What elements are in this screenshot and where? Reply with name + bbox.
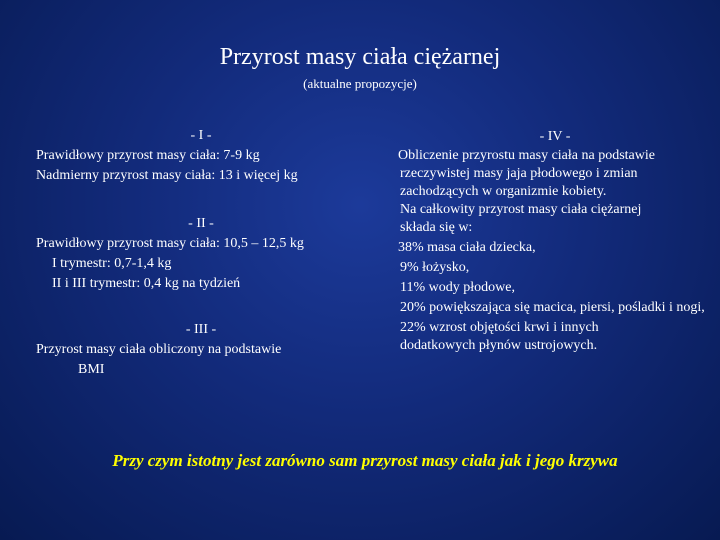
slide-title: Przyrost masy ciała ciężarnej: [219, 44, 501, 70]
section-line: II i III trymestr: 0,4 kg na tydzień: [52, 276, 241, 291]
section-line: I trymestr: 0,7-1,4 kg: [52, 256, 172, 271]
section-line: rzeczywistej masy jaja płodowego i zmian: [400, 166, 638, 181]
section-ii: [36, 214, 366, 294]
section-line: 20% powiększająca się macica, piersi, pośladki i nogi,: [400, 300, 705, 315]
section-line: Obliczenie przyrostu masy ciała na podstawie: [398, 148, 655, 163]
section-line: składa się w:: [400, 220, 473, 235]
section-line: 22% wzrost objętości krwi i innych: [400, 320, 599, 335]
section-line: Przyrost masy ciała obliczony na podstawie: [36, 342, 282, 357]
section-line: Nadmierny przyrost masy ciała: 13 i więcej kg: [36, 168, 298, 183]
section-line: BMI: [78, 362, 105, 377]
section-iv: [392, 127, 718, 355]
section-line: Prawidłowy przyrost masy ciała: 7-9 kg: [36, 148, 260, 163]
section-line: Na całkowity przyrost masy ciała ciężarnej: [400, 202, 642, 217]
section-heading: - II -: [188, 216, 214, 231]
slide-subtitle: (aktualne propozycje): [303, 76, 417, 91]
bottom-note: Przy czym istotny jest zarówno sam przyrost masy ciała jak i jego krzywa: [112, 451, 618, 470]
section-line: dodatkowych płynów ustrojowych.: [400, 338, 598, 353]
section-i: [36, 126, 366, 186]
section-heading: - I -: [190, 128, 212, 143]
section-heading: - III -: [185, 322, 217, 337]
section-iii: [36, 320, 366, 380]
section-line: 11% wody płodowe,: [400, 280, 515, 295]
section-line: Prawidłowy przyrost masy ciała: 10,5 – 12,5 kg: [36, 236, 304, 251]
section-heading: - IV -: [539, 129, 571, 144]
section-line: 9% łożysko,: [400, 260, 470, 275]
section-line: 38% masa ciała dziecka,: [398, 240, 536, 255]
section-line: zachodzących w organizmie kobiety.: [400, 184, 607, 199]
